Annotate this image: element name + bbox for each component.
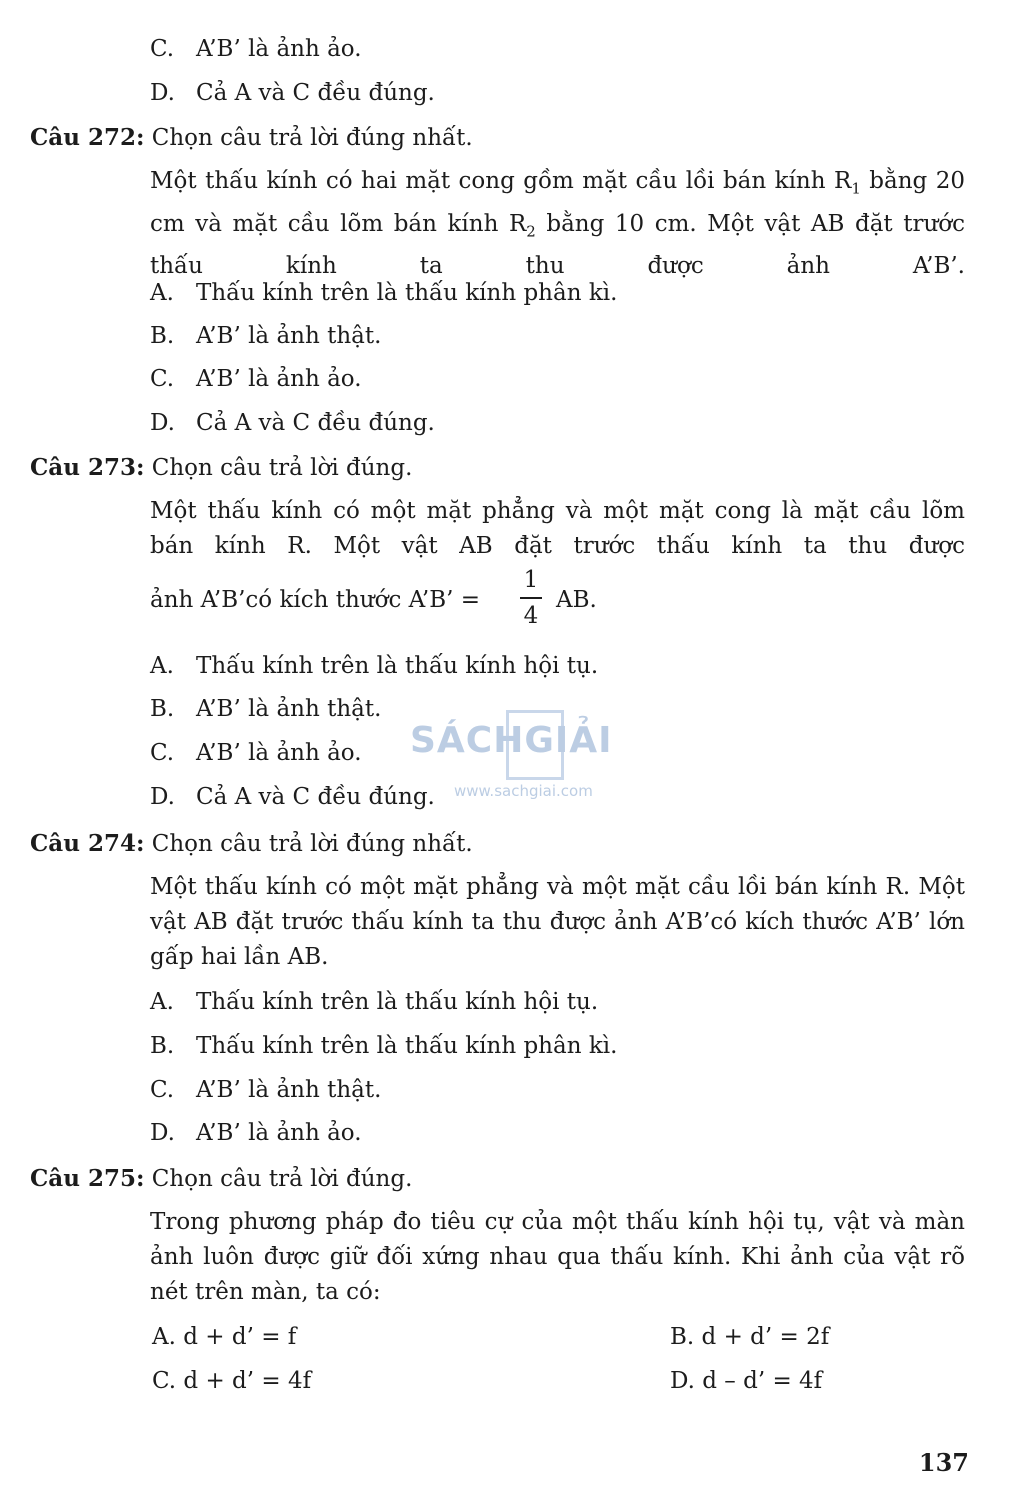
q273-option-a: A. Thấu kính trên là thấu kính hội tụ. bbox=[150, 653, 599, 679]
question-272-header: Câu 272: Chọn câu trả lời đúng nhất. bbox=[30, 124, 473, 151]
q273-option-b: B. A’B’ là ảnh thật. bbox=[150, 696, 382, 722]
watermark-url: www.sachgiai.com bbox=[454, 782, 593, 800]
q274-option-a: A. Thấu kính trên là thấu kính hội tụ. bbox=[150, 989, 599, 1015]
q275-option-c: C. d + d’ = 4f bbox=[152, 1368, 312, 1394]
q272-option-a: A. Thấu kính trên là thấu kính phân kì. bbox=[150, 280, 618, 306]
question-273-header: Câu 273: Chọn câu trả lời đúng. bbox=[30, 454, 413, 481]
q274-option-b: B. Thấu kính trên là thấu kính phân kì. bbox=[150, 1033, 618, 1059]
q275-option-d: D. d – d’ = 4f bbox=[670, 1368, 823, 1394]
question-275-body: Trong phương pháp đo tiêu cự của một thấu kính hội tụ, vật và màn ảnh luôn được giữ đối xứng nhau qua thấu kính. Khi ảnh của vật rõ nét trên màn, ta có: bbox=[150, 1209, 965, 1305]
fraction-one-quarter: 1 4 bbox=[520, 565, 542, 631]
question-label: Câu 272: bbox=[30, 124, 145, 151]
question-273-body: Một thấu kính có một mặt phẳng và một mặt cong là mặt cầu lõm bán kính R. Một vật AB đặt trước thấu kính ta thu được bbox=[150, 498, 965, 559]
q275-option-b: B. d + d’ = 2f bbox=[670, 1324, 830, 1350]
prev-option-d: D. Cả A và C đều đúng. bbox=[150, 80, 435, 106]
question-274-header: Câu 274: Chọn câu trả lời đúng nhất. bbox=[30, 830, 473, 857]
q272-option-b: B. A’B’ là ảnh thật. bbox=[150, 323, 382, 349]
watermark-brand: SÁCHGIẢI bbox=[410, 720, 613, 761]
q272-option-c: C. A’B’ là ảnh ảo. bbox=[150, 366, 362, 392]
q275-option-a: A. d + d’ = f bbox=[152, 1324, 297, 1350]
sachgiai-watermark bbox=[410, 710, 620, 805]
question-273-body-ab: AB. bbox=[556, 587, 597, 613]
question-274-body: Một thấu kính có một mặt phẳng và một mặt cầu lồi bán kính R. Một vật AB đặt trước thấu kính ta thu được ảnh A’B’có kích thước A’B’ lớn gấp hai lần AB. bbox=[150, 874, 965, 970]
page-number: 137 bbox=[918, 1448, 969, 1477]
prev-option-c: C. A’B’ là ảnh ảo. bbox=[150, 36, 362, 62]
q274-option-c: C. A’B’ là ảnh thật. bbox=[150, 1077, 382, 1103]
question-label: Câu 275: bbox=[30, 1165, 145, 1192]
question-272-body: Một thấu kính có hai mặt cong gồm mặt cầu lồi bán kính $R_1$ bằng 20 cm và mặt cầu lõm bán kính $R_2$ bằng 10 cm. Một vật AB đặt trước thấu kính ta thu được ảnh A’B’. bbox=[150, 168, 965, 280]
q273-option-c: C. A’B’ là ảnh ảo. bbox=[150, 740, 362, 766]
question-275-header: Câu 275: Chọn câu trả lời đúng. bbox=[30, 1165, 413, 1192]
question-label: Câu 274: bbox=[30, 830, 145, 857]
q274-option-d: D. A’B’ là ảnh ảo. bbox=[150, 1120, 362, 1146]
question-label: Câu 273: bbox=[30, 454, 145, 481]
q273-option-d: D. Cả A và C đều đúng. bbox=[150, 784, 435, 810]
q272-option-d: D. Cả A và C đều đúng. bbox=[150, 410, 435, 436]
question-273-body-line3: ảnh A’B’có kích thước A’B’ = bbox=[150, 587, 480, 613]
